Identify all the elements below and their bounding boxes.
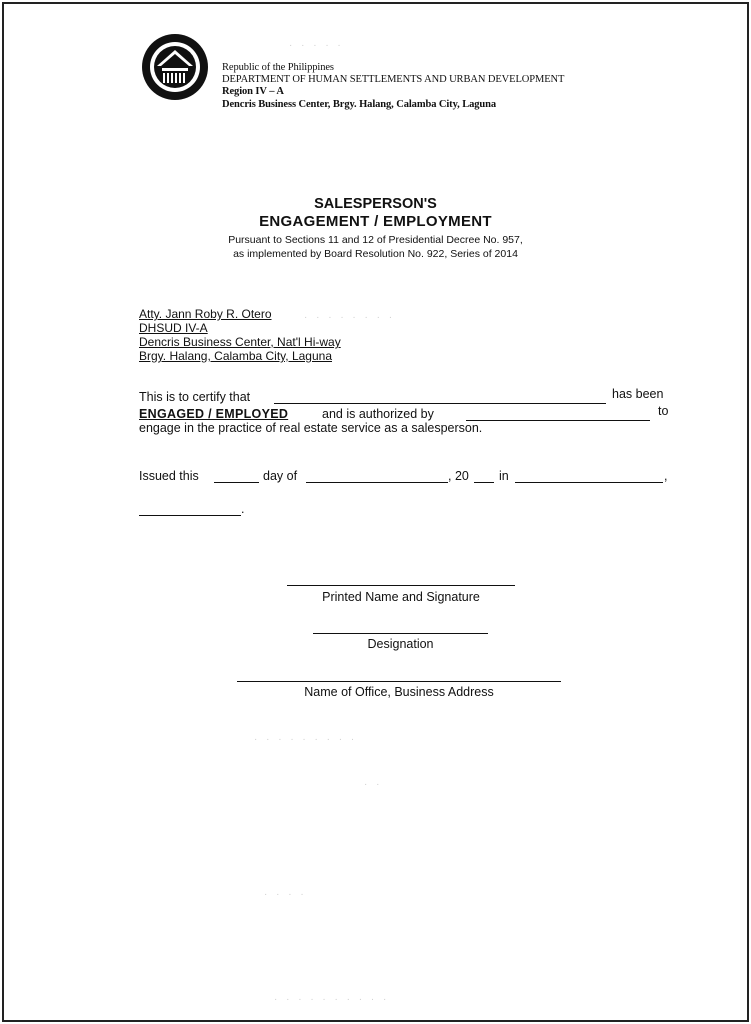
addressee-office: DHSUD IV-A	[139, 321, 208, 335]
in-text: in	[499, 469, 509, 483]
scan-noise: · · · · · · · ·	[304, 312, 396, 323]
year-prefix-text: , 20	[448, 469, 469, 483]
issued-place-continued-blank[interactable]	[139, 515, 241, 516]
issued-comma: ,	[664, 469, 668, 483]
document-page	[2, 2, 749, 1022]
issued-period: .	[241, 502, 245, 516]
day-of-text: day of	[263, 469, 298, 483]
issued-year-blank[interactable]	[474, 482, 494, 483]
issued-month-blank[interactable]	[306, 482, 448, 483]
scan-noise: · · · · · · · · ·	[254, 734, 358, 745]
scan-noise: · · · · ·	[289, 40, 344, 51]
document-title-line2: ENGAGEMENT / EMPLOYMENT	[259, 213, 492, 230]
document-subtitle-line2: as implemented by Board Resolution No. 922, Series of 2014	[233, 248, 518, 260]
document-subtitle-line1: Pursuant to Sections 11 and 12 of Presidential Decree No. 957,	[228, 234, 523, 246]
engaged-employed-text: ENGAGED / EMPLOYED	[139, 407, 289, 421]
designation-label: Designation	[367, 637, 434, 651]
has-been-text: has been	[612, 387, 664, 401]
scan-noise: · · · · · · · · · ·	[274, 994, 390, 1005]
office-address-label: Name of Office, Business Address	[304, 685, 494, 699]
engage-practice-text: engage in the practice of real estate service as a salesperson.	[139, 421, 483, 435]
certify-prefix: This is to certify that	[139, 390, 251, 404]
letterhead-republic: Republic of the Philippines	[222, 62, 334, 73]
dhsud-seal-logo	[140, 32, 210, 102]
issued-prefix: Issued this	[139, 469, 199, 483]
office-address-line[interactable]	[237, 681, 561, 682]
authorized-by-text: and is authorized by	[322, 407, 434, 421]
letterhead-department: DEPARTMENT OF HUMAN SETTLEMENTS AND URBAN DEVELOPMENT	[222, 74, 565, 85]
scan-noise: · ·	[364, 779, 383, 790]
addressee-street: Dencris Business Center, Nat'l Hi-way	[139, 335, 341, 349]
designation-line[interactable]	[313, 633, 488, 634]
issued-day-blank[interactable]	[214, 482, 259, 483]
to-text: to	[658, 404, 669, 418]
salesperson-name-blank[interactable]	[274, 403, 606, 404]
addressee-name: Atty. Jann Roby R. Otero	[139, 307, 272, 321]
scan-noise: · · · ·	[264, 889, 307, 900]
letterhead-address: Dencris Business Center, Brgy. Halang, Calamba City, Laguna	[222, 99, 497, 110]
addressee-city: Brgy. Halang, Calamba City, Laguna	[139, 349, 332, 363]
letterhead-region: Region IV – A	[222, 86, 284, 97]
printed-name-signature-label: Printed Name and Signature	[322, 590, 480, 604]
authorized-by-blank[interactable]	[466, 420, 650, 421]
document-title-line1: SALESPERSON'S	[314, 196, 437, 212]
issued-place-blank[interactable]	[515, 482, 663, 483]
signature-line[interactable]	[287, 585, 515, 586]
